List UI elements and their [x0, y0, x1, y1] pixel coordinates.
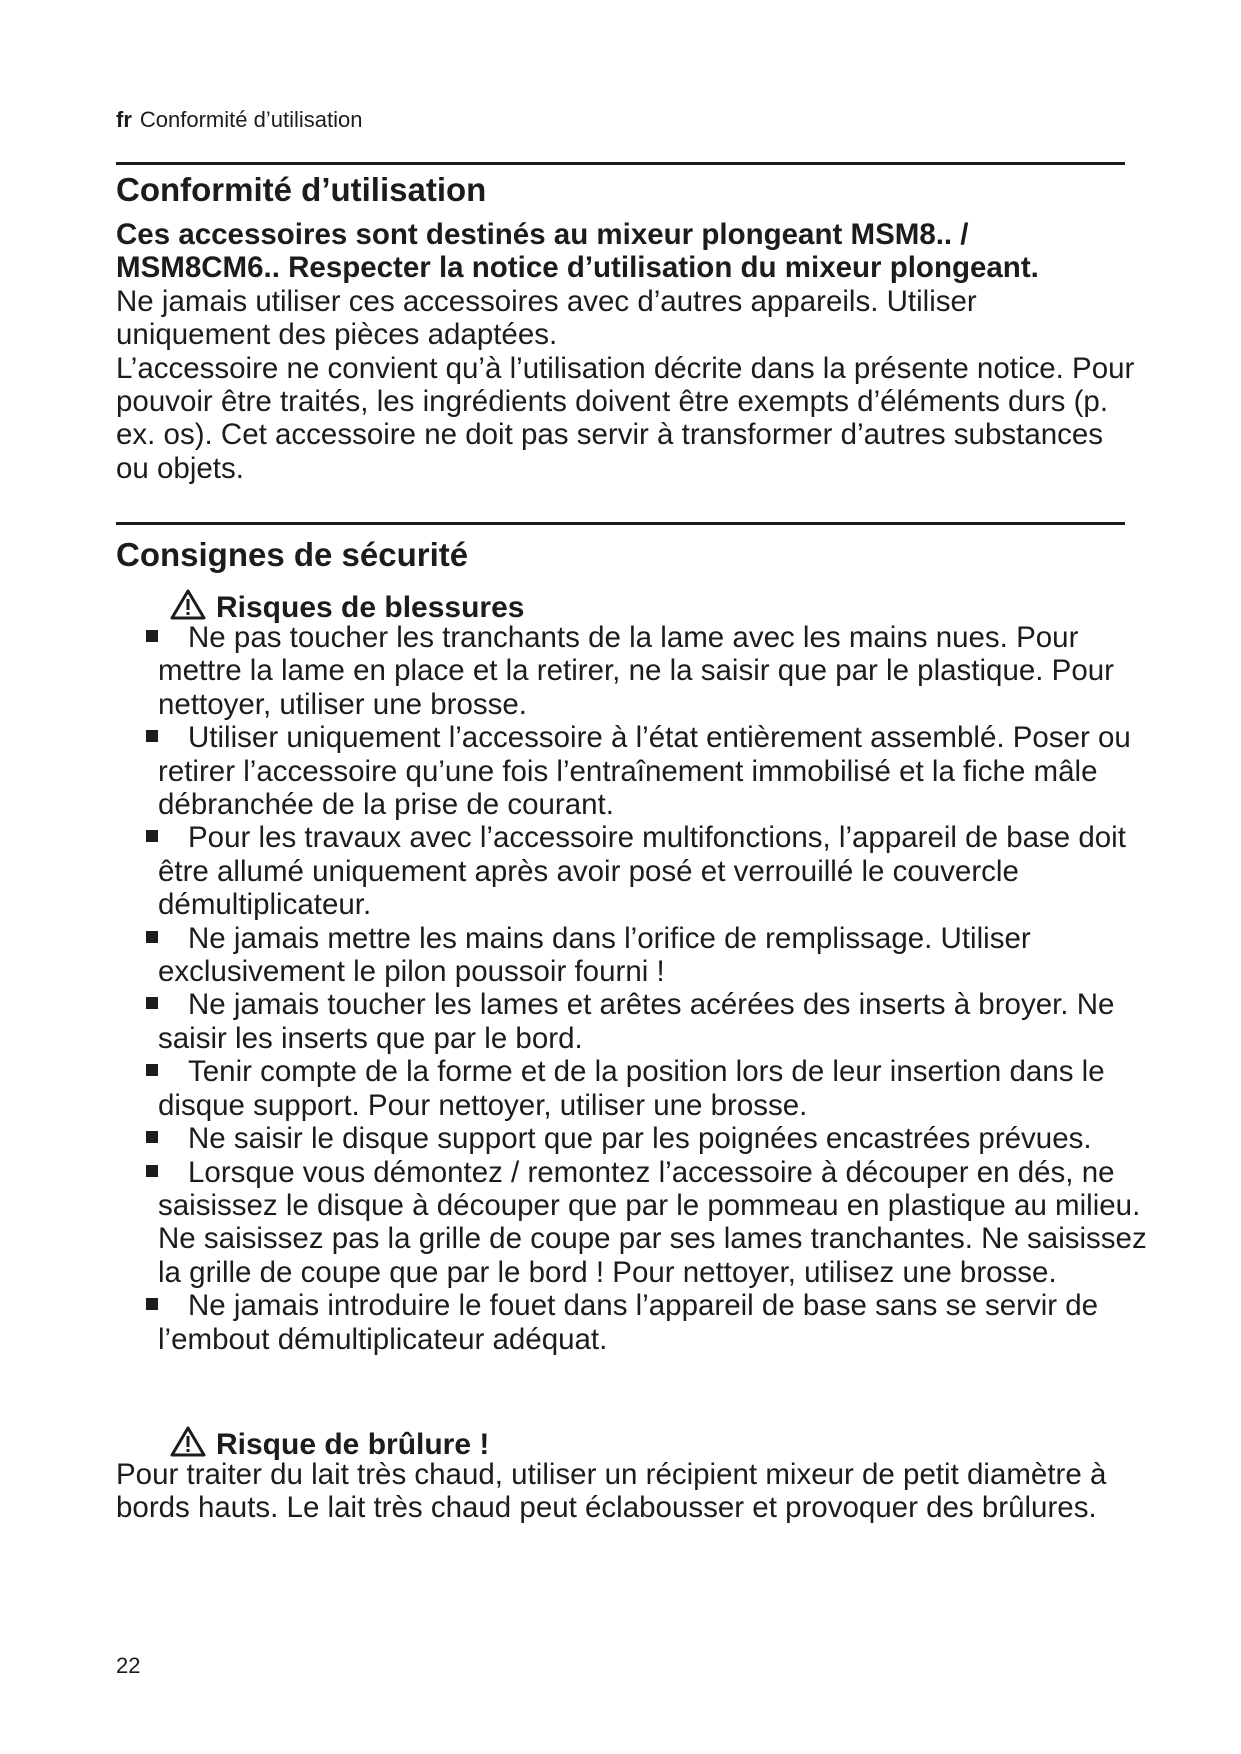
warning-injury [170, 588, 524, 625]
body-paragraph: Ne jamais utiliser ces accessoires avec d’autres appareils. Utiliser uniquement des pièces adaptées. [116, 284, 977, 352]
bullet-text: Ne jamais introduire le fouet dans l’appareil de base sans se servir de l’embout démultiplicateur adéquat. [158, 1289, 1099, 1356]
bullet-text: Ne jamais toucher les lames et arêtes acérées des inserts à broyer. Ne saisir les inserts que par le bord. [158, 988, 1115, 1055]
list-item [158, 1289, 1158, 1356]
body-paragraph: L’accessoire ne convient qu’à l’utilisation décrite dans la présente notice. Pour pouvoir être traités, les ingrédients doivent être exempts d’éléments durs (p. ex. os). Cet accessoire ne doit pas servir à transformer d’autres substances ou objets. [116, 351, 1135, 485]
language-code: fr [116, 107, 132, 132]
running-header [116, 106, 362, 134]
section-divider [116, 162, 1125, 165]
warning-burn-label: Risque de brûlure ! [216, 1428, 490, 1461]
bullet-text: Utiliser uniquement l’accessoire à l’état entièrement assemblé. Poser ou retirer l’accessoire qu’une fois l’entraînement immobilisé et la fiche mâle débranchée de la prise de courant. [158, 721, 1131, 822]
bullet-text: Tenir compte de la forme et de la position lors de leur insertion dans le disque support. Pour nettoyer, utiliser une brosse. [158, 1055, 1105, 1122]
warning-burn [170, 1425, 489, 1462]
bullet-square-icon [146, 931, 158, 943]
conformity-body [116, 218, 1136, 485]
bullet-square-icon [146, 830, 158, 842]
list-item [158, 821, 1158, 921]
bullet-square-icon [146, 730, 158, 742]
bullet-text: Ne saisir le disque support que par les poignées encastrées prévues. [188, 1122, 1092, 1156]
list-item [158, 1055, 1158, 1122]
header-title: Conformité d’utilisation [139, 107, 363, 132]
list-item [158, 988, 1158, 1055]
bullet-text: Ne jamais mettre les mains dans l’orifice de remplissage. Utiliser exclusivement le pilon poussoir fourni ! [158, 921, 1031, 989]
list-item [158, 1156, 1158, 1290]
bullet-square-icon [146, 1064, 158, 1076]
warning-injury-label: Risques de blessures [216, 591, 525, 624]
bullet-text: Ne pas toucher les tranchants de la lame avec les mains nues. Pour mettre la lame en place et la retirer, ne la saisir que par le plastique. Pour nettoyer, utiliser une brosse. [158, 621, 1114, 721]
page-number: 22 [116, 1653, 141, 1678]
section-heading-safety: Consignes de sécurité [116, 536, 469, 573]
bullet-square-icon [146, 1298, 158, 1310]
safety-bullet-list [158, 621, 1158, 1356]
bullet-text: Pour les travaux avec l’accessoire multifonctions, l’appareil de base doit être allumé uniquement après avoir posé et verrouillé le couvercle démultiplicateur. [158, 821, 1126, 922]
warning-triangle-icon [170, 1425, 206, 1457]
intro-bold-paragraph: Ces accessoires sont destinés au mixeur plongeant MSM8.. / MSM8CM6.. Respecter la notice d’utilisation du mixeur plongeant. [116, 218, 1039, 285]
list-item [158, 1122, 1158, 1155]
bullet-square-icon [146, 630, 158, 642]
list-item [158, 621, 1158, 721]
list-item [158, 721, 1158, 821]
list-item [158, 922, 1158, 989]
bullet-text: Lorsque vous démontez / remontez l’accessoire à découper en dés, ne saisissez le disque à découper que par le pommeau en plastique au milieu. Ne saisissez pas la grille de coupe par ses lames tranchantes. Ne saisissez la grille de coupe que par le bord ! Pour nettoyer, utilisez une brosse. [158, 1155, 1147, 1289]
body-paragraph: Pour traiter du lait très chaud, utiliser un récipient mixeur de petit diamètre à bords hauts. Le lait très chaud peut éclabousser et provoquer des brûlures. [116, 1458, 1107, 1525]
bullet-square-icon [146, 1131, 158, 1143]
burn-paragraph [116, 1458, 1116, 1525]
warning-triangle-icon [170, 588, 206, 620]
section-divider [116, 522, 1125, 525]
bullet-square-icon [146, 1165, 158, 1177]
section-heading-conformity: Conformité d’utilisation [116, 171, 487, 208]
bullet-square-icon [146, 997, 158, 1009]
